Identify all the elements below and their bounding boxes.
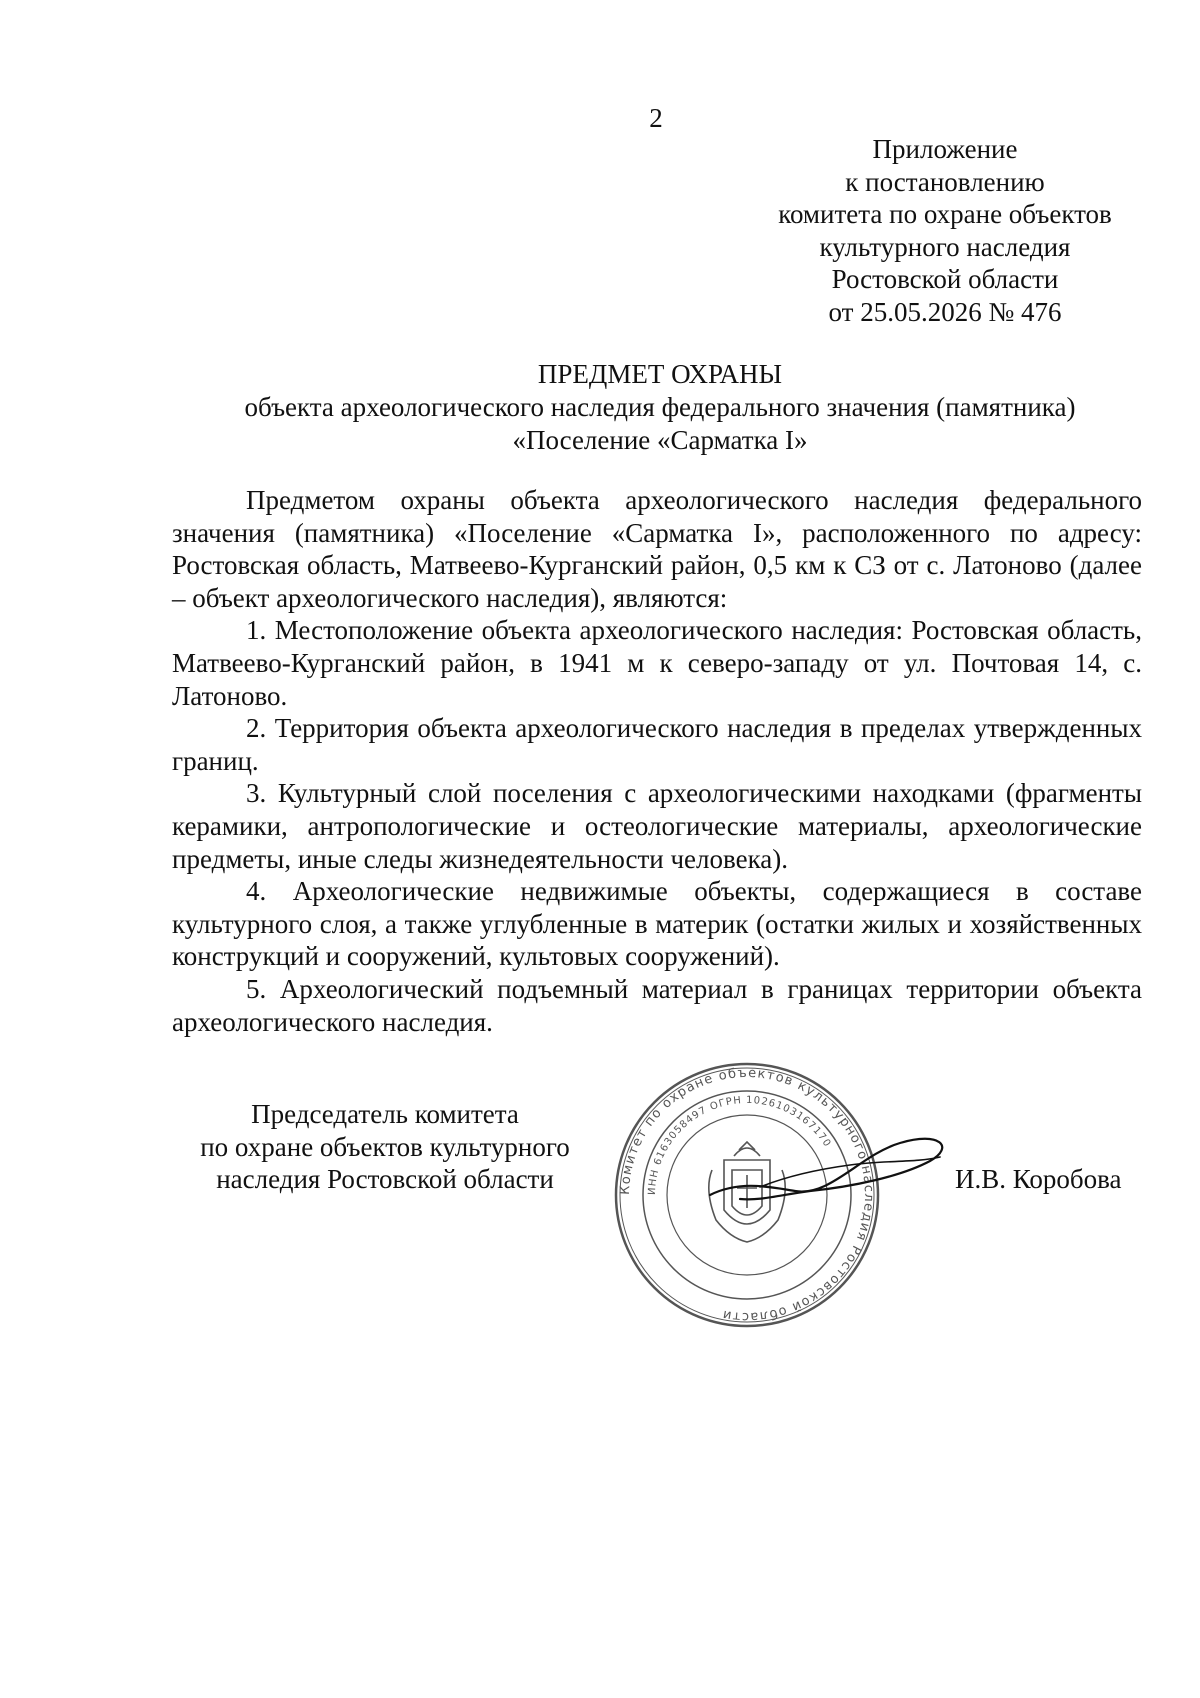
title-subtitle: объекта археологического наследия федерального значения (памятника): [244, 392, 1076, 422]
position-line: по охране объектов культурного: [200, 1131, 570, 1162]
title-object-name: «Поселение «Сарматка I»: [512, 425, 808, 455]
annex-line: культурного наследия: [819, 231, 1071, 262]
seal-inner-text: ИНН 6163058497 ОГРН 1026103167170: [646, 1094, 833, 1196]
list-item: 1. Местоположение объекта археологического наследия: Ростовская область, Матвеево-Курганский район, в 1941 м к северо-западу от ул. Почтовая 14, с. Латоново.: [172, 615, 1142, 711]
handwritten-signature: [700, 1125, 960, 1235]
list-item: 5. Археологический подъемный материал в границах территории объекта археологического наследия.: [172, 973, 1142, 1037]
list-item: 4. Археологические недвижимые объекты, содержащиеся в составе культурного слоя, а также углубленные в материк (остатки жилых и хозяйственных конструкций и сооружений, культовых сооружений).: [172, 876, 1142, 972]
annex-line: Приложение: [872, 134, 1018, 164]
annex-date-line: от 25.05.2026 № 476: [828, 296, 1062, 327]
seal-outer-text: Комитет по охране объектов культурного наследия Ростовской области: [617, 1065, 877, 1325]
document-body: [172, 484, 1142, 1038]
list-item: 2. Территория объекта археологического наследия в пределах утвержденных границ.: [172, 713, 1142, 776]
list-item: 3. Культурный слой поселения с археологическими находками (фрагменты керамики, антропологические и остеологические материалы, археологические предметы, иные следы жизнедеятельности человека).: [172, 778, 1142, 874]
title-heading: ПРЕДМЕТ ОХРАНЫ: [537, 359, 783, 389]
annex-header: [760, 133, 1130, 328]
signatory-name: И.В. Коробова: [955, 1164, 1122, 1194]
annex-line: к постановлению: [845, 166, 1045, 197]
position-line: наследия Ростовской области: [216, 1164, 554, 1194]
page-number: 2: [649, 103, 663, 133]
position-line: Председатель комитета: [251, 1099, 519, 1129]
annex-line: комитета по охране объектов: [778, 199, 1112, 229]
intro-paragraph: Предметом охраны объекта археологического наследия федерального значения (памятника) «Поселение «Сарматка I», расположенного по адресу: Ростовская область, Матвеево-Курганский район, 0,5 км к СЗ от с. Латоново (далее – объект археологического наследия), являются:: [172, 485, 1142, 613]
annex-line: Ростовской области: [831, 264, 1059, 294]
signatory-position: [175, 1098, 595, 1196]
document-title: [175, 358, 1145, 457]
